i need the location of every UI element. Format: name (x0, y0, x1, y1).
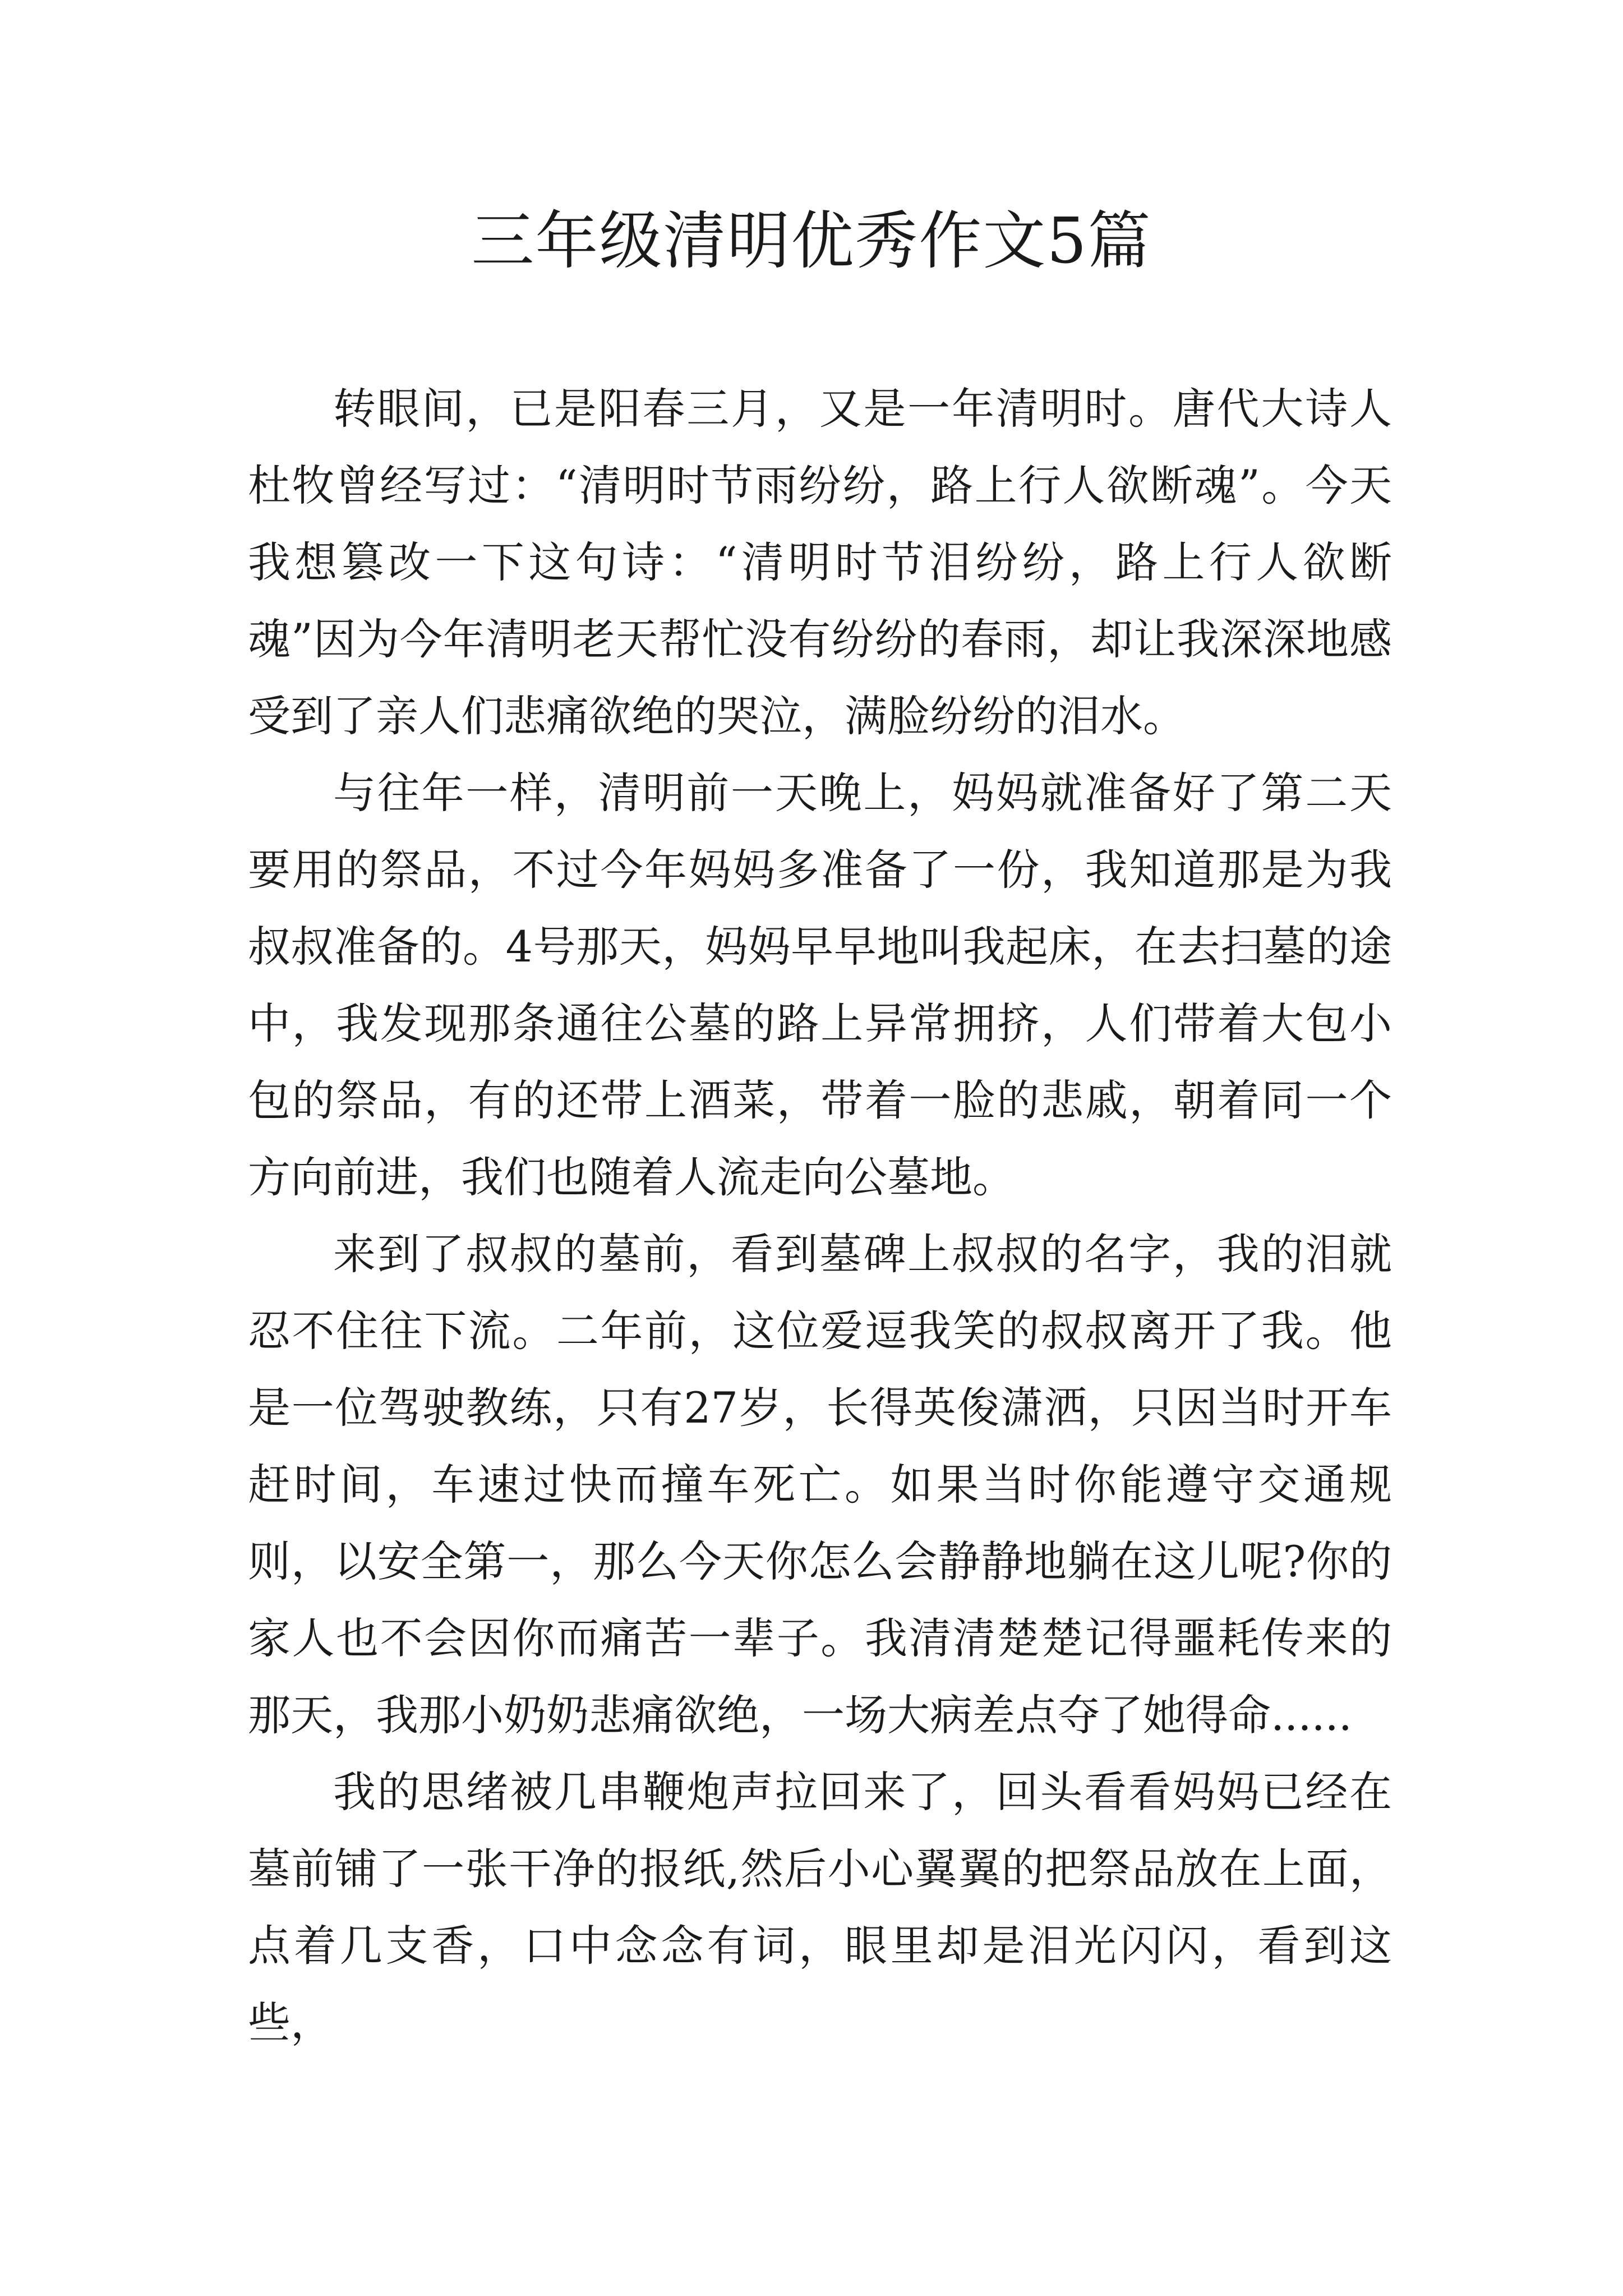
document-title: 三年级清明优秀作文5篇 (471, 205, 1152, 278)
paragraph: 来到了叔叔的墓前，看到墓碑上叔叔的名字，我的泪就忍不住往下流。二年前，这位爱逗我笑的叔叔离开了我。他是一位驾驶教练，只有27岁，长得英俊潇洒，只因当时开车赶时间，车速过快而撞车死亡。如果当时你能遵守交通规则，以安全第一，那么今天你怎么会静静地躺在这儿呢?你的家人也不会因你而痛苦一辈子。我清清楚楚记得噩耗传来的那天，我那小奶奶悲痛欲绝，一场大病差点夺了她得命...... (248, 1229, 1392, 1740)
paragraph: 我的思绪被几串鞭炮声拉回来了，回头看看妈妈已经在墓前铺了一张干净的报纸,然后小心翼翼的把祭品放在上面，点着几支香，口中念念有词，眼里却是泪光闪闪，看到这些， (248, 1767, 1392, 2047)
document-body (248, 370, 1392, 2061)
paragraph: 与往年一样，清明前一天晚上，妈妈就准备好了第二天要用的祭品，不过今年妈妈多准备了一份，我知道那是为我叔叔准备的。4号那天，妈妈早早地叫我起床，在去扫墓的途中，我发现那条通往公墓的路上异常拥挤，人们带着大包小包的祭品，有的还带上酒菜，带着一脸的悲戚，朝着同一个方向前进，我们也随着人流走向公墓地。 (248, 768, 1392, 1202)
paragraph: 转眼间，已是阳春三月，又是一年清明时。唐代大诗人杜牧曾经写过：“清明时节雨纷纷，路上行人欲断魂”。今天我想篡改一下这句诗：“清明时节泪纷纷，路上行人欲断魂”因为今年清明老天帮忙没有纷纷的春雨，却让我深深地感受到了亲人们悲痛欲绝的哭泣，满脸纷纷的泪水。 (248, 384, 1392, 741)
